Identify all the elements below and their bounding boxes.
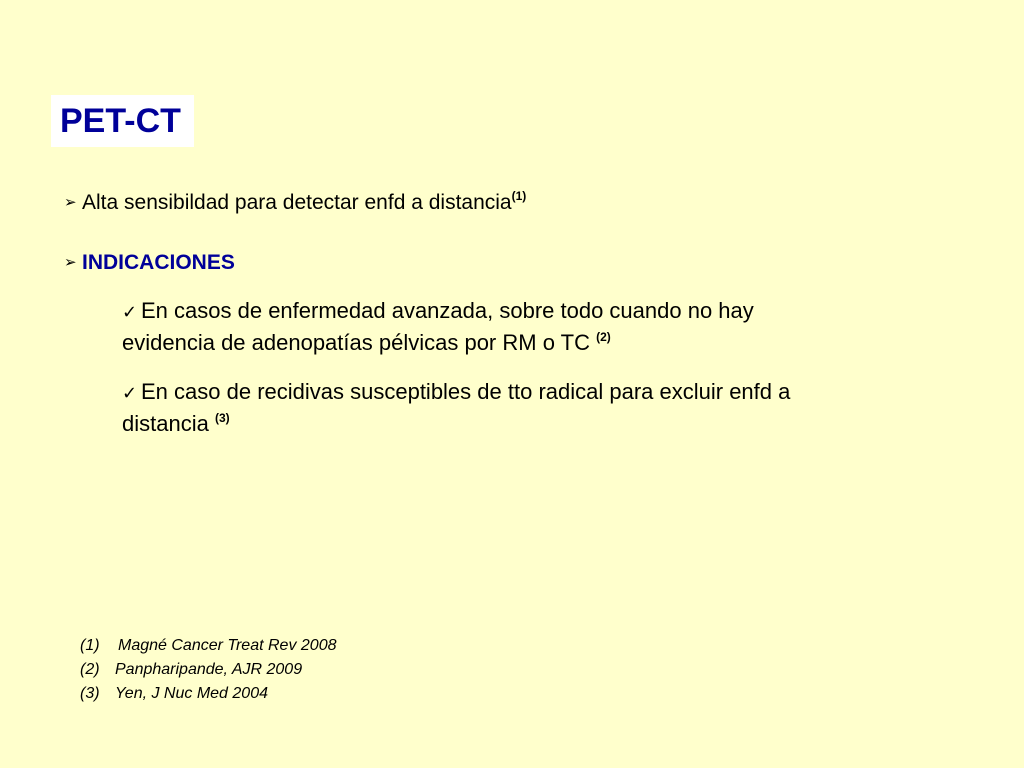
indication-recurrence <box>122 377 842 439</box>
bullet-sensitivity-ref: (1) <box>511 189 527 203</box>
checkmark-icon: ✓ <box>122 302 138 323</box>
bullet-indications <box>64 246 235 279</box>
indication-advanced-disease-ref: (2) <box>596 330 611 344</box>
reference-item <box>80 658 336 682</box>
arrow-bullet-icon: ➢ <box>64 253 77 271</box>
checkmark-icon: ✓ <box>122 383 138 404</box>
reference-text: Magné Cancer Treat Rev 2008 <box>118 637 337 654</box>
title-box <box>51 95 194 147</box>
slide-title: PET-CT <box>60 102 181 140</box>
reference-number: (1) <box>80 637 100 654</box>
indication-recurrence-text: En caso de recidivas susceptibles de tto radical para excluir enfd a distancia <box>122 379 791 436</box>
reference-text: Yen, J Nuc Med 2004 <box>115 685 268 702</box>
reference-number: (2) <box>80 661 100 678</box>
indication-advanced-disease-text: En casos de enfermedad avanzada, sobre todo cuando no hay evidencia de adenopatías pélvicas por RM o TC <box>122 298 754 355</box>
reference-number: (3) <box>80 685 100 702</box>
reference-item <box>80 682 336 706</box>
reference-item <box>80 634 336 658</box>
indication-recurrence-ref: (3) <box>214 411 230 425</box>
bullet-sensitivity <box>64 186 526 219</box>
indication-advanced-disease <box>122 296 842 358</box>
references-list <box>80 634 336 706</box>
bullet-sensitivity-text: Alta sensibildad para detectar enfd a distancia <box>82 191 512 214</box>
bullet-indications-text: INDICACIONES <box>82 251 235 274</box>
reference-text: Panpharipande, AJR 2009 <box>115 661 303 678</box>
arrow-bullet-icon: ➢ <box>64 193 77 211</box>
